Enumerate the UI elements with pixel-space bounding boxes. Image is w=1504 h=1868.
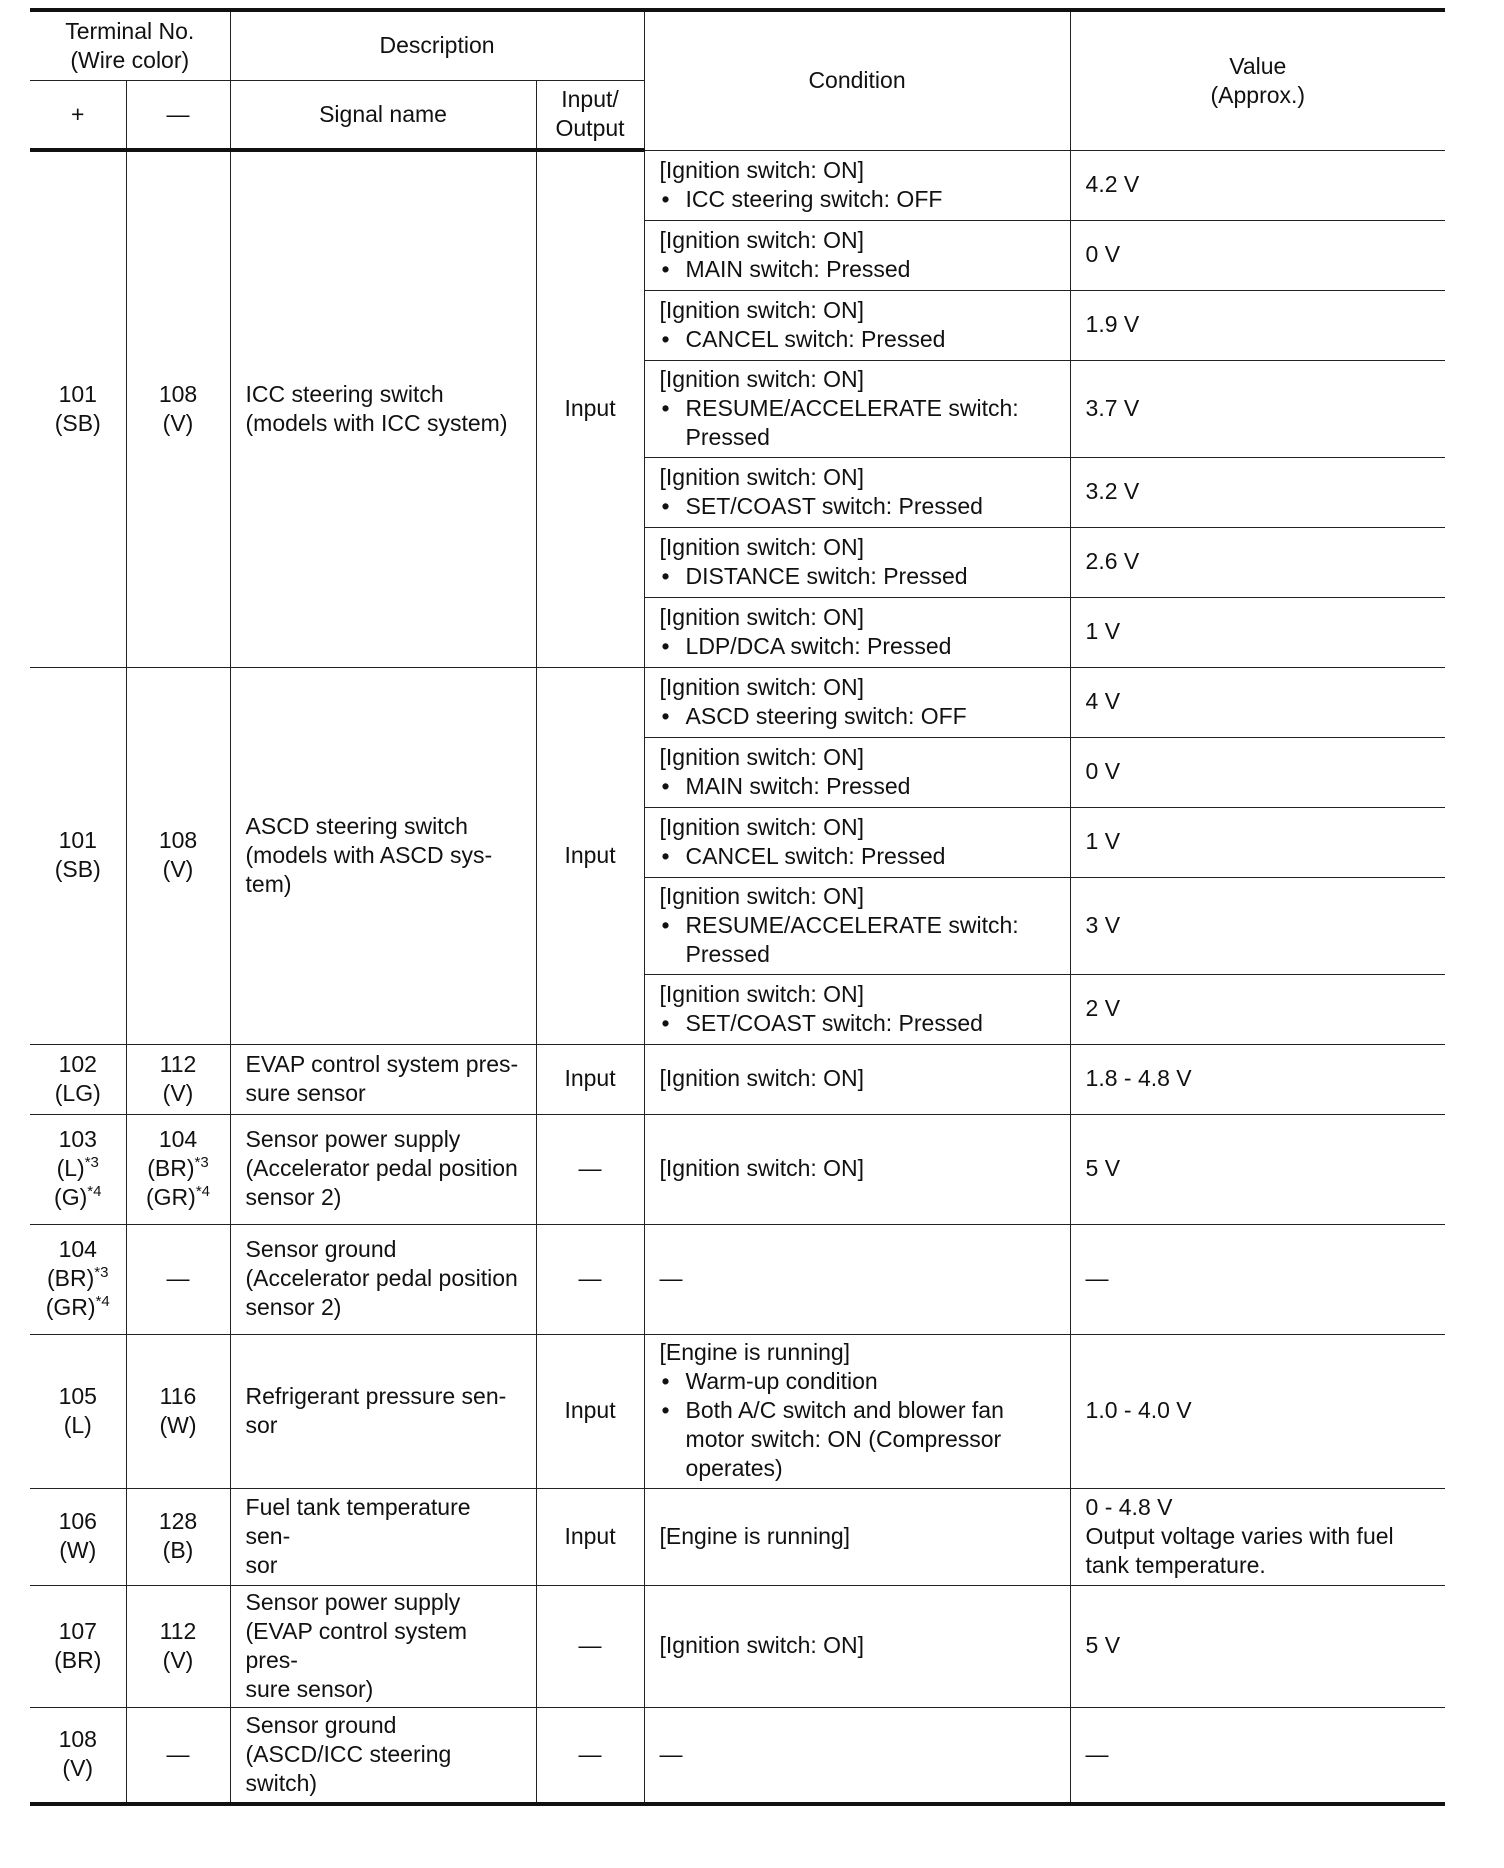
- condition-bullet-item: [660, 185, 1055, 214]
- terminal-pos-number: 101: [58, 380, 97, 407]
- value-text: 3.7 V: [1085, 394, 1140, 421]
- value-cell: [1070, 1488, 1445, 1585]
- terminal-pos-number: 106: [58, 1508, 97, 1534]
- condition-cell: [644, 150, 1070, 220]
- terminal-neg: [126, 1585, 230, 1707]
- header-plus: +: [30, 80, 126, 150]
- condition-cell: [644, 737, 1070, 807]
- bullet-icon: •: [661, 492, 670, 519]
- input-output-cell: —: [536, 1585, 644, 1707]
- value-cell: [1070, 807, 1445, 877]
- table-body: [30, 150, 1445, 1804]
- value-cell: [1070, 974, 1445, 1044]
- signal-name-line: tem): [245, 870, 292, 897]
- value-text: 4 V: [1085, 688, 1121, 714]
- terminal-pos-wire-color: (SB): [54, 856, 101, 882]
- signal-name-line: sure sensor: [245, 1079, 366, 1106]
- terminal-neg-wire-color: (BR): [147, 1155, 195, 1181]
- value-cell: [1070, 1224, 1445, 1334]
- header-wire-color-label: (Wire color): [70, 46, 190, 73]
- signal-name-line: Sensor ground: [245, 1711, 397, 1738]
- header-value-label: Value: [1229, 52, 1287, 79]
- signal-name-line: Fuel tank temperature sen-: [245, 1493, 471, 1549]
- terminal-pos-number: 101: [58, 827, 97, 853]
- header-terminal-label: Terminal No.: [65, 17, 195, 44]
- signal-name-line: Sensor power supply: [245, 1588, 461, 1615]
- condition-cell: [644, 597, 1070, 667]
- bullet-icon: •: [661, 185, 670, 212]
- input-output-cell: —: [536, 1114, 644, 1224]
- terminal-pos-number: 105: [58, 1382, 97, 1409]
- condition-cell: [644, 1334, 1070, 1488]
- terminal-pos-footnote-ref: *3: [84, 1154, 99, 1171]
- condition-bullet-text: CANCEL switch: Pressed: [685, 325, 946, 352]
- table-row: [30, 150, 1445, 220]
- value-cell: [1070, 220, 1445, 290]
- signal-name-cell: [230, 1585, 536, 1707]
- condition-cell: [644, 1044, 1070, 1114]
- condition-text: [Ignition switch: ON]: [659, 296, 865, 323]
- terminal-pos-wire-color: (BR): [47, 1265, 95, 1291]
- condition-text: [Ignition switch: ON]: [659, 533, 865, 560]
- signal-name-cell: [230, 1334, 536, 1488]
- condition-cell: [644, 1224, 1070, 1334]
- bullet-icon: •: [661, 702, 670, 729]
- header-io-line-2: Output: [555, 115, 625, 142]
- value-cell: [1070, 457, 1445, 527]
- condition-cell: [644, 807, 1070, 877]
- terminal-neg: [126, 1224, 230, 1334]
- condition-cell: [644, 457, 1070, 527]
- value-text: 2 V: [1085, 995, 1121, 1021]
- terminal-pos: [30, 1707, 126, 1804]
- bullet-icon: •: [661, 255, 670, 282]
- input-output-cell: Input: [536, 1044, 644, 1114]
- condition-cell: [644, 1585, 1070, 1707]
- table-row: [30, 1707, 1445, 1804]
- input-output-cell: Input: [536, 1334, 644, 1488]
- condition-bullet-text: LDP/DCA switch: Pressed: [685, 632, 952, 659]
- condition-cell: [644, 220, 1070, 290]
- signal-name-line: Sensor power supply: [245, 1126, 461, 1152]
- terminal-neg: [126, 1114, 230, 1224]
- terminal-neg-number: —: [166, 1740, 190, 1767]
- terminal-neg-wire-color: (V): [162, 856, 194, 882]
- terminal-pos-wire-color-variant: [34, 1293, 122, 1322]
- terminal-neg: [126, 1044, 230, 1114]
- terminal-neg-wire-color: (V): [162, 1079, 194, 1106]
- header-condition: Condition: [644, 10, 1070, 150]
- terminal-pos-footnote-ref: *4: [95, 1293, 110, 1310]
- terminal-pos-wire-color-variant: [34, 1183, 122, 1212]
- terminal-pos-number: 102: [58, 1050, 97, 1077]
- condition-text: [Ignition switch: ON]: [659, 1155, 865, 1181]
- bullet-icon: •: [661, 842, 670, 869]
- header-input-output: [536, 80, 644, 150]
- condition-bullet-text: DISTANCE switch: Pressed: [685, 562, 968, 589]
- condition-bullet-text: Warm-up condition: [685, 1368, 878, 1394]
- value-cell: [1070, 527, 1445, 597]
- value-text: 1 V: [1085, 618, 1121, 644]
- terminal-neg-wire-color: (W): [159, 1411, 197, 1438]
- terminal-neg-number: —: [166, 1265, 190, 1291]
- condition-bullet-text: ASCD steering switch: OFF: [685, 702, 967, 729]
- value-cell: [1070, 1707, 1445, 1804]
- header-minus: —: [126, 80, 230, 150]
- value-text: —: [1085, 1740, 1109, 1767]
- value-text: 3.2 V: [1085, 478, 1140, 504]
- value-text: 0 - 4.8 V: [1085, 1493, 1173, 1520]
- value-cell: [1070, 737, 1445, 807]
- terminal-pos-wire-color: (L): [56, 1155, 85, 1181]
- signal-name-line: Sensor ground: [245, 1236, 397, 1262]
- condition-text: [Ignition switch: ON]: [659, 156, 865, 183]
- condition-text: —: [659, 1740, 683, 1767]
- condition-bullet-item: [660, 255, 1055, 284]
- table-row: [30, 1044, 1445, 1114]
- value-text: —: [1085, 1265, 1109, 1291]
- condition-bullet-text: ICC steering switch: OFF: [685, 185, 943, 212]
- terminal-pos-wire-color: (BR): [54, 1646, 102, 1673]
- terminal-pos-wire-color: (L): [63, 1411, 92, 1438]
- condition-cell: [644, 360, 1070, 457]
- condition-cell: [644, 1114, 1070, 1224]
- value-cell: [1070, 667, 1445, 737]
- header-io-line-1: Input/: [561, 86, 619, 113]
- signal-name-line: (ASCD/ICC steering: [245, 1740, 452, 1767]
- condition-text: [Ignition switch: ON]: [659, 882, 865, 909]
- condition-cell: [644, 974, 1070, 1044]
- condition-text: [Ignition switch: ON]: [659, 813, 865, 840]
- bullet-icon: •: [661, 394, 670, 421]
- terminal-pos: [30, 1224, 126, 1334]
- terminal-neg-number: 108: [158, 827, 198, 853]
- condition-text: [Ignition switch: ON]: [659, 603, 865, 630]
- terminal-neg-number: 104: [158, 1126, 198, 1152]
- condition-cell: [644, 290, 1070, 360]
- table-row: [30, 1224, 1445, 1334]
- value-cell: [1070, 360, 1445, 457]
- signal-name-cell: [230, 1707, 536, 1804]
- value-cell: [1070, 1044, 1445, 1114]
- signal-name-line: (models with ICC system): [245, 409, 508, 436]
- terminal-neg-footnote-ref: *3: [194, 1154, 209, 1171]
- input-output-cell: Input: [536, 667, 644, 1044]
- terminal-pos: [30, 150, 126, 667]
- terminal-neg-wire-color-variant: [131, 1154, 226, 1183]
- terminal-pos: [30, 1044, 126, 1114]
- signal-name-line: (models with ASCD sys-: [245, 841, 493, 868]
- bullet-icon: •: [661, 772, 670, 799]
- signal-name-line: sor: [245, 1411, 278, 1438]
- terminal-neg: [126, 1488, 230, 1585]
- header-description: Description: [230, 10, 644, 80]
- terminal-neg-number: 112: [159, 1050, 197, 1077]
- signal-name-line: Refrigerant pressure sen-: [245, 1382, 507, 1409]
- condition-bullet-text: MAIN switch: Pressed: [685, 772, 911, 799]
- terminal-neg: [126, 150, 230, 667]
- condition-text: [Engine is running]: [659, 1522, 851, 1549]
- header-value-sub-label: (Approx.): [1210, 81, 1306, 108]
- condition-text: [Engine is running]: [659, 1339, 851, 1365]
- signal-name-line: sure sensor): [245, 1675, 374, 1702]
- condition-bullet-text: MAIN switch: Pressed: [685, 255, 911, 282]
- bullet-icon: •: [661, 1397, 670, 1423]
- condition-text: [Ignition switch: ON]: [659, 673, 865, 700]
- terminal-neg: [126, 1707, 230, 1804]
- condition-text: [Ignition switch: ON]: [659, 226, 865, 253]
- input-output-cell: —: [536, 1224, 644, 1334]
- input-output-cell: Input: [536, 1488, 644, 1585]
- value-cell: [1070, 597, 1445, 667]
- condition-bullet-item: [660, 772, 1055, 801]
- condition-bullet-item: [660, 911, 1055, 969]
- value-text: 5 V: [1085, 1632, 1121, 1658]
- condition-bullet-item: [660, 702, 1055, 731]
- condition-bullet-item: [660, 394, 1055, 452]
- value-text: 3 V: [1085, 911, 1121, 938]
- header-value: [1070, 10, 1445, 150]
- terminal-neg-wire-color: (GR): [146, 1184, 196, 1210]
- condition-text: —: [659, 1265, 683, 1291]
- terminal-pos: [30, 667, 126, 1044]
- value-text: 4.2 V: [1085, 171, 1140, 197]
- header-signal-name: Signal name: [230, 80, 536, 150]
- bullet-icon: •: [661, 562, 670, 589]
- signal-name-line: EVAP control system pres-: [245, 1050, 519, 1077]
- input-output-cell: Input: [536, 150, 644, 667]
- terminal-pos-number: 103: [58, 1126, 97, 1152]
- input-output-cell: —: [536, 1707, 644, 1804]
- signal-name-cell: [230, 1044, 536, 1114]
- value-text: 1.9 V: [1085, 311, 1140, 337]
- condition-bullet-text: RESUME/ACCELERATE switch: Pressed: [685, 394, 1019, 450]
- bullet-icon: •: [661, 632, 670, 659]
- terminal-pos: [30, 1114, 126, 1224]
- terminal-neg-number: 128: [158, 1508, 198, 1534]
- terminal-pos-wire-color-variant: [34, 1154, 122, 1183]
- terminal-neg: [126, 667, 230, 1044]
- terminal-neg-number: 112: [159, 1617, 197, 1644]
- condition-cell: [644, 667, 1070, 737]
- terminal-neg-wire-color: (B): [162, 1537, 194, 1563]
- value-text: 5 V: [1085, 1155, 1121, 1181]
- terminal-pos-wire-color: (LG): [54, 1079, 101, 1106]
- signal-name-cell: [230, 1224, 536, 1334]
- value-cell: [1070, 1334, 1445, 1488]
- signal-name-cell: [230, 150, 536, 667]
- signal-name-line: sensor 2): [245, 1294, 342, 1320]
- value-cell: [1070, 877, 1445, 974]
- terminal-pos: [30, 1334, 126, 1488]
- bullet-icon: •: [661, 325, 670, 352]
- terminal-neg-footnote-ref: *4: [195, 1183, 211, 1200]
- terminal-pos-wire-color: (W): [59, 1537, 97, 1563]
- terminal-pos: [30, 1585, 126, 1707]
- condition-text: [Ignition switch: ON]: [659, 1065, 865, 1091]
- signal-name-line: switch): [245, 1769, 318, 1796]
- signal-name-line: (EVAP control system pres-: [245, 1617, 468, 1673]
- terminal-neg-wire-color: (V): [162, 409, 194, 436]
- terminal-pos-number: 107: [58, 1617, 97, 1644]
- value-cell: [1070, 290, 1445, 360]
- signal-name-cell: [230, 1114, 536, 1224]
- signal-name-line: sor: [245, 1551, 278, 1578]
- condition-bullet-item: [660, 492, 1055, 521]
- signal-name-cell: [230, 1488, 536, 1585]
- condition-bullet-text: SET/COAST switch: Pressed: [685, 1009, 983, 1036]
- terminal-pos-wire-color: (SB): [54, 409, 101, 436]
- condition-text: [Ignition switch: ON]: [659, 980, 865, 1007]
- terminal-neg-number: 108: [158, 380, 198, 407]
- terminal-neg-number: 116: [159, 1382, 197, 1409]
- header-terminal: [30, 10, 230, 80]
- terminal-pos-wire-color: (G): [54, 1184, 88, 1210]
- value-text: 0 V: [1085, 758, 1121, 784]
- signal-name-line: (Accelerator pedal position: [245, 1155, 518, 1181]
- condition-cell: [644, 527, 1070, 597]
- table-row: [30, 1488, 1445, 1585]
- condition-text: [Ignition switch: ON]: [659, 743, 865, 770]
- terminal-pos-number: 108: [58, 1726, 97, 1753]
- table-header: [30, 10, 1445, 150]
- condition-cell: [644, 1488, 1070, 1585]
- value-text: 1.0 - 4.0 V: [1085, 1397, 1192, 1423]
- condition-text: [Ignition switch: ON]: [659, 365, 865, 392]
- table-row: [30, 1585, 1445, 1707]
- signal-name-line: ICC steering switch: [245, 380, 444, 407]
- terminal-pos-footnote-ref: *4: [87, 1183, 102, 1200]
- condition-bullet-item: [660, 842, 1055, 871]
- terminal-neg: [126, 1334, 230, 1488]
- condition-bullet-item: [660, 325, 1055, 354]
- table-row: [30, 1334, 1445, 1488]
- table-row: [30, 1114, 1445, 1224]
- condition-cell: [644, 877, 1070, 974]
- bullet-icon: •: [661, 1009, 670, 1036]
- condition-text: [Ignition switch: ON]: [659, 463, 865, 490]
- condition-bullet-item: [660, 632, 1055, 661]
- value-cell: [1070, 1585, 1445, 1707]
- condition-bullet-text: CANCEL switch: Pressed: [685, 842, 946, 869]
- terminal-neg-wire-color: (V): [162, 1646, 194, 1673]
- terminal-pos-wire-color: (V): [62, 1755, 94, 1782]
- terminal-pos-wire-color-variant: [34, 1264, 122, 1293]
- condition-bullet-item: [660, 1367, 1055, 1396]
- terminal-neg-wire-color-variant: [131, 1183, 226, 1212]
- value-cell: [1070, 1114, 1445, 1224]
- terminal-pos-number: 104: [58, 1236, 97, 1262]
- value-text: 2.6 V: [1085, 548, 1140, 574]
- value-text: Output voltage varies with fuel tank temperature.: [1085, 1522, 1394, 1578]
- terminal-pos-footnote-ref: *3: [94, 1264, 109, 1281]
- bullet-icon: •: [661, 911, 670, 938]
- value-text: 1 V: [1085, 828, 1121, 854]
- condition-bullet-item: [660, 1009, 1055, 1038]
- condition-cell: [644, 1707, 1070, 1804]
- terminal-spec-table: [30, 8, 1445, 1806]
- condition-bullet-item: [660, 562, 1055, 591]
- condition-bullet-text: SET/COAST switch: Pressed: [685, 492, 983, 519]
- terminal-pos: [30, 1488, 126, 1585]
- value-cell: [1070, 150, 1445, 220]
- signal-name-line: ASCD steering switch: [245, 812, 468, 839]
- signal-name-cell: [230, 667, 536, 1044]
- terminal-pos-wire-color: (GR): [45, 1294, 96, 1320]
- value-text: 1.8 - 4.8 V: [1085, 1065, 1192, 1091]
- condition-bullet-text: Both A/C switch and blower fan motor switch: ON (Compressor operates): [685, 1397, 1004, 1481]
- signal-name-line: (Accelerator pedal position: [245, 1265, 518, 1291]
- value-text: 0 V: [1085, 241, 1121, 267]
- condition-bullet-item: [660, 1396, 1055, 1483]
- table-row: [30, 667, 1445, 737]
- condition-bullet-text: RESUME/ACCELERATE switch: Pressed: [685, 911, 1019, 967]
- signal-name-line: sensor 2): [245, 1184, 342, 1210]
- condition-text: [Ignition switch: ON]: [659, 1632, 865, 1658]
- bullet-icon: •: [661, 1368, 670, 1394]
